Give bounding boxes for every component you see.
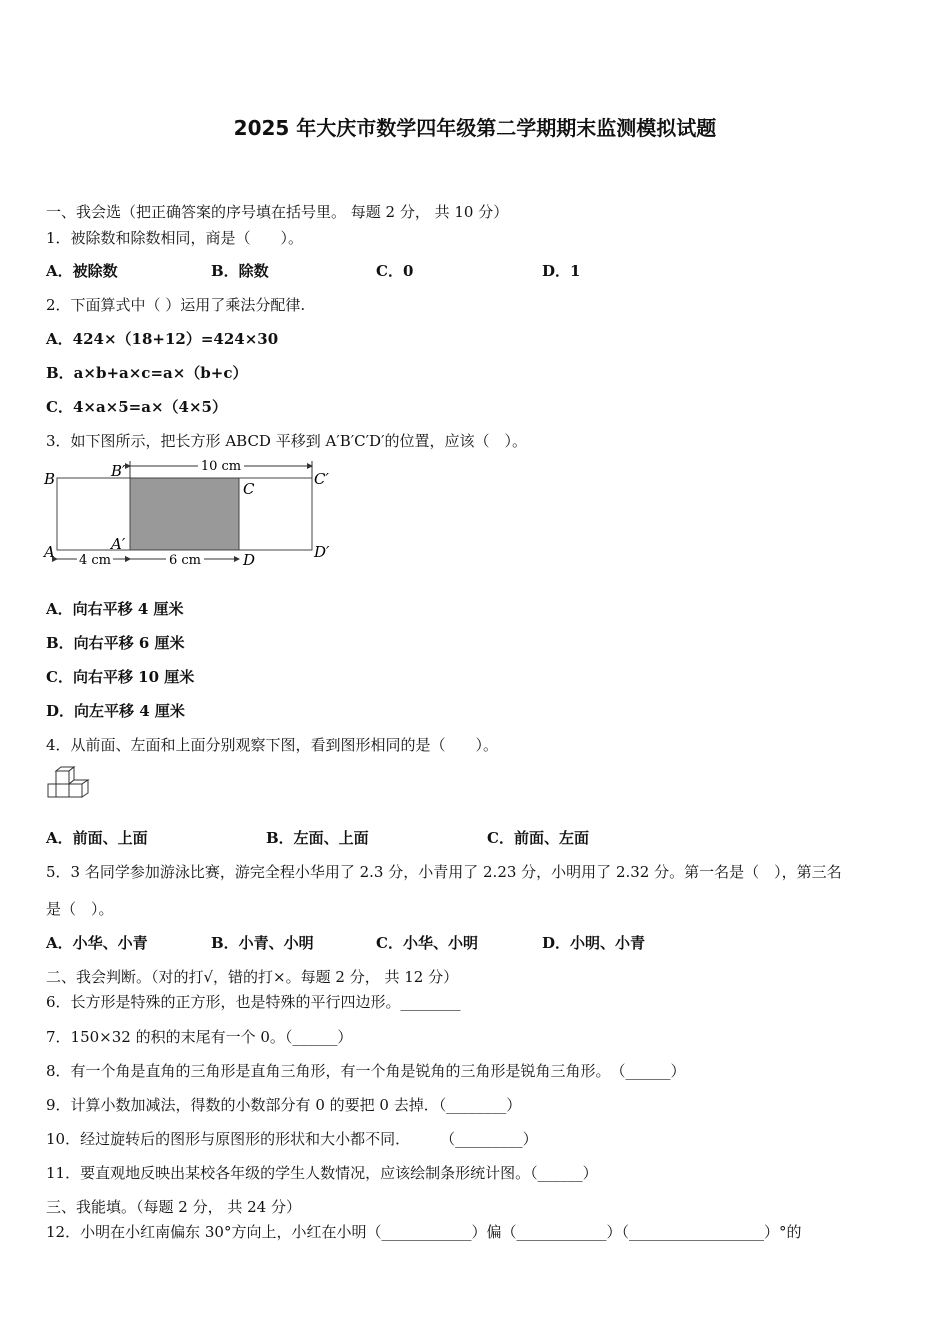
question-3-stem: 3．如下图所示，把长方形 ABCD 平移到 A′B′C′D′的位置，应该（ ）。 xyxy=(46,432,527,450)
option-c: C．小华、小明 xyxy=(376,934,478,952)
option-a: A．小华、小青 xyxy=(46,934,148,952)
option-a: A．被除数 xyxy=(46,262,118,280)
cube-stack-figure xyxy=(46,766,90,806)
overlap-shaded-rectangle xyxy=(130,478,239,550)
option-b: B．左面、上面 xyxy=(266,829,369,847)
dimension-4cm-label: 4 cm xyxy=(78,553,112,568)
question-3-option-d: D．向左平移 4 厘米 xyxy=(46,702,185,720)
question-2-stem: 2．下面算式中（ ）运用了乘法分配律. xyxy=(46,296,306,314)
question-3-option-a: A．向右平移 4 厘米 xyxy=(46,600,184,618)
option-c: C．前面、左面 xyxy=(487,829,589,847)
label-c-prime: C′ xyxy=(314,470,329,488)
label-b: B xyxy=(44,470,56,488)
translation-figure xyxy=(40,458,340,576)
label-c: C xyxy=(243,480,255,498)
label-a: A xyxy=(44,543,55,561)
option-c: C．0 xyxy=(376,262,414,280)
label-a-prime: A′ xyxy=(111,535,126,553)
question-10: 10．经过旋转后的图形与原图形的形状和大小都不同． （_________） xyxy=(46,1130,538,1148)
section-2-heading: 二、我会判断。（对的打√，错的打×。每题 2 分， 共 12 分） xyxy=(46,968,459,986)
option-a: A．前面、上面 xyxy=(46,829,148,847)
question-5-stem-line-1: 5．3 名同学参加游泳比赛，游完全程小华用了 2.3 分，小青用了 2.23 分，小明用了 2.32 分。第一名是（ ），第三名 xyxy=(46,863,842,881)
question-6: 6．长方形是特殊的正方形，也是特殊的平行四边形。________ xyxy=(46,993,461,1011)
question-11: 11．要直观地反映出某校各年级的学生人数情况，应该绘制条形统计图。（______） xyxy=(46,1164,598,1182)
question-5-stem-line-2: 是（ ）。 xyxy=(46,900,114,918)
question-8: 8．有一个角是直角的三角形是直角三角形，有一个角是锐角的三角形是锐角三角形。 （______） xyxy=(46,1062,686,1080)
section-1-heading: 一、我会选（把正确答案的序号填在括号里。 每题 2 分， 共 10 分） xyxy=(46,203,509,221)
question-12: 12．小明在小红南偏东 30°方向上，小红在小明（____________）偏（____________）（__________________）°的 xyxy=(46,1223,802,1241)
section-3-heading: 三、我能填。（每题 2 分， 共 24 分） xyxy=(46,1198,301,1216)
label-d: D xyxy=(243,551,256,569)
question-3-option-c: C．向右平移 10 厘米 xyxy=(46,668,195,686)
page-title: 2025 年大庆市数学四年级第二学期期末监测模拟试题 xyxy=(233,116,717,140)
question-2-option-c: C．4×a×5=a×（4×5） xyxy=(46,398,227,416)
question-2-option-a: A．424×（18+12）=424×30 xyxy=(46,330,279,348)
option-d: D．1 xyxy=(542,262,581,280)
dimension-10cm-label: 10 cm xyxy=(200,459,242,474)
question-1-stem: 1．被除数和除数相同，商是（ ）。 xyxy=(46,229,304,247)
question-2-option-b: B．a×b+a×c=a×（b+c） xyxy=(46,364,248,382)
option-b: B．除数 xyxy=(211,262,269,280)
dimension-6cm-label: 6 cm xyxy=(168,553,202,568)
question-7: 7．150×32 的积的末尾有一个 0。（______） xyxy=(46,1028,353,1046)
label-d-prime: D′ xyxy=(314,543,330,561)
option-b: B．小青、小明 xyxy=(211,934,314,952)
label-b-prime: B′ xyxy=(111,462,126,480)
question-3-option-b: B．向右平移 6 厘米 xyxy=(46,634,185,652)
question-4-stem: 4．从前面、左面和上面分别观察下图，看到图形相同的是（ ）。 xyxy=(46,736,499,754)
question-9: 9．计算小数加减法，得数的小数部分有 0 的要把 0 去掉．（________） xyxy=(46,1096,522,1114)
option-d: D．小明、小青 xyxy=(542,934,646,952)
